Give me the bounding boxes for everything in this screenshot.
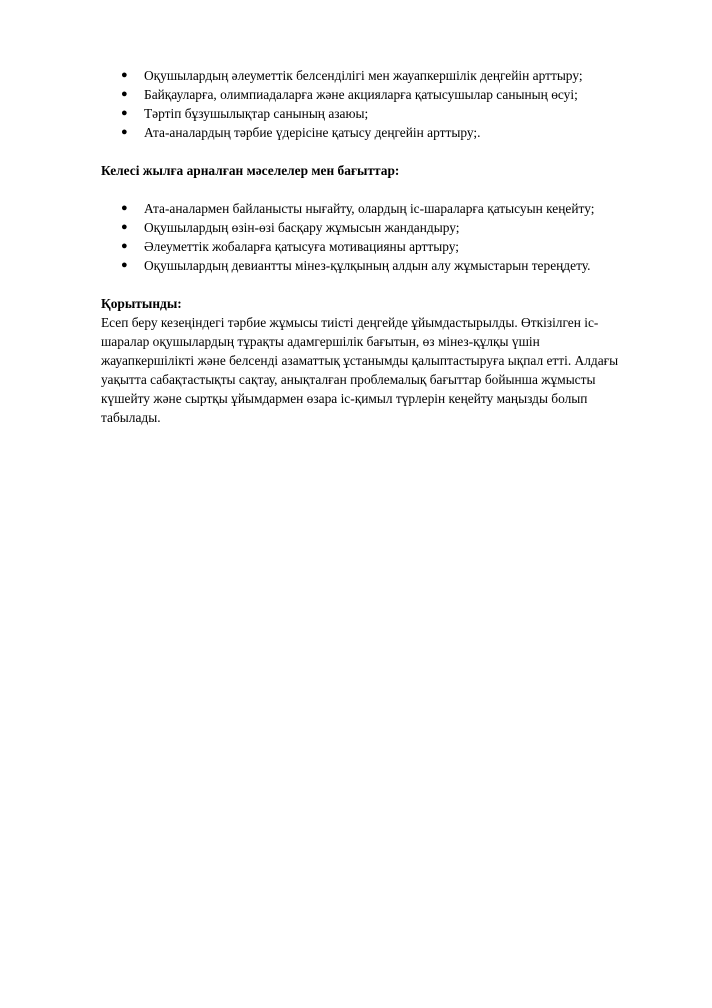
list-item (101, 66, 661, 85)
paragraph-line: шаралар оқушылардың тұрақты адамгершілік бағытын, өз мінез-құлқы үшін (101, 334, 540, 349)
list-item-text: Тәртіп бұзушылықтар санының азаюы; (144, 106, 369, 121)
results-list (101, 66, 661, 142)
bullet-icon: ● (121, 88, 128, 100)
list-item-text: Әлеуметтік жобаларға қатысуға мотивацияны арттыру; (144, 239, 459, 254)
list-item-text: Оқушылардың өзін-өзі басқару жұмысын жандандыру; (144, 220, 460, 235)
paragraph-line: күшейту және сыртқы ұйымдармен өзара іс-қимыл түрлерін кеңейту маңызды болып (101, 391, 588, 406)
list-item (101, 104, 661, 123)
next-year-list (101, 199, 661, 275)
bullet-icon: ● (121, 69, 128, 81)
bullet-icon: ● (121, 259, 128, 271)
conclusion-heading: Қорытынды: (101, 296, 182, 311)
list-item (101, 237, 661, 256)
paragraph-line: табылады. (101, 410, 161, 425)
document-content (101, 66, 661, 427)
list-item-text: Ата-аналармен байланысты нығайту, олардың іс-шараларға қатысуын кеңейту; (144, 201, 595, 216)
bullet-icon: ● (121, 107, 128, 119)
paragraph-line: Есеп беру кезеңіндегі тәрбие жұмысы тиісті деңгейде ұйымдастырылды. Өткізілген іс- (101, 315, 599, 330)
list-item (101, 218, 661, 237)
list-item-text: Ата-аналардың тәрбие үдерісіне қатысу деңгейін арттыру;. (144, 125, 481, 140)
next-year-heading: Келесі жылға арналған мәселелер мен бағыттар: (101, 163, 400, 178)
list-item (101, 199, 661, 218)
paragraph-line: жауапкершілікті және белсенді азаматтық ұстанымды қалыптастыруға ықпал етті. Алдағы (101, 353, 619, 368)
bullet-icon: ● (121, 240, 128, 252)
paragraph-line: уақытта сабақтастықты сақтау, анықталған проблемалық бағыттар бойынша жұмысты (101, 372, 596, 387)
list-item (101, 123, 661, 142)
list-item-text: Оқушылардың әлеуметтік белсенділігі мен жауапкершілік деңгейін арттыру; (144, 68, 583, 83)
list-item-text: Байқауларға, олимпиадаларға және акцияларға қатысушылар санының өсуі; (144, 87, 578, 102)
bullet-icon: ● (121, 202, 128, 214)
bullet-icon: ● (121, 126, 128, 138)
bullet-icon: ● (121, 221, 128, 233)
conclusion-paragraph (101, 313, 646, 427)
list-item-text: Оқушылардың девиантты мінез-құлқының алдын алу жұмыстарын тереңдету. (144, 258, 591, 273)
list-item (101, 256, 661, 275)
list-item (101, 85, 661, 104)
